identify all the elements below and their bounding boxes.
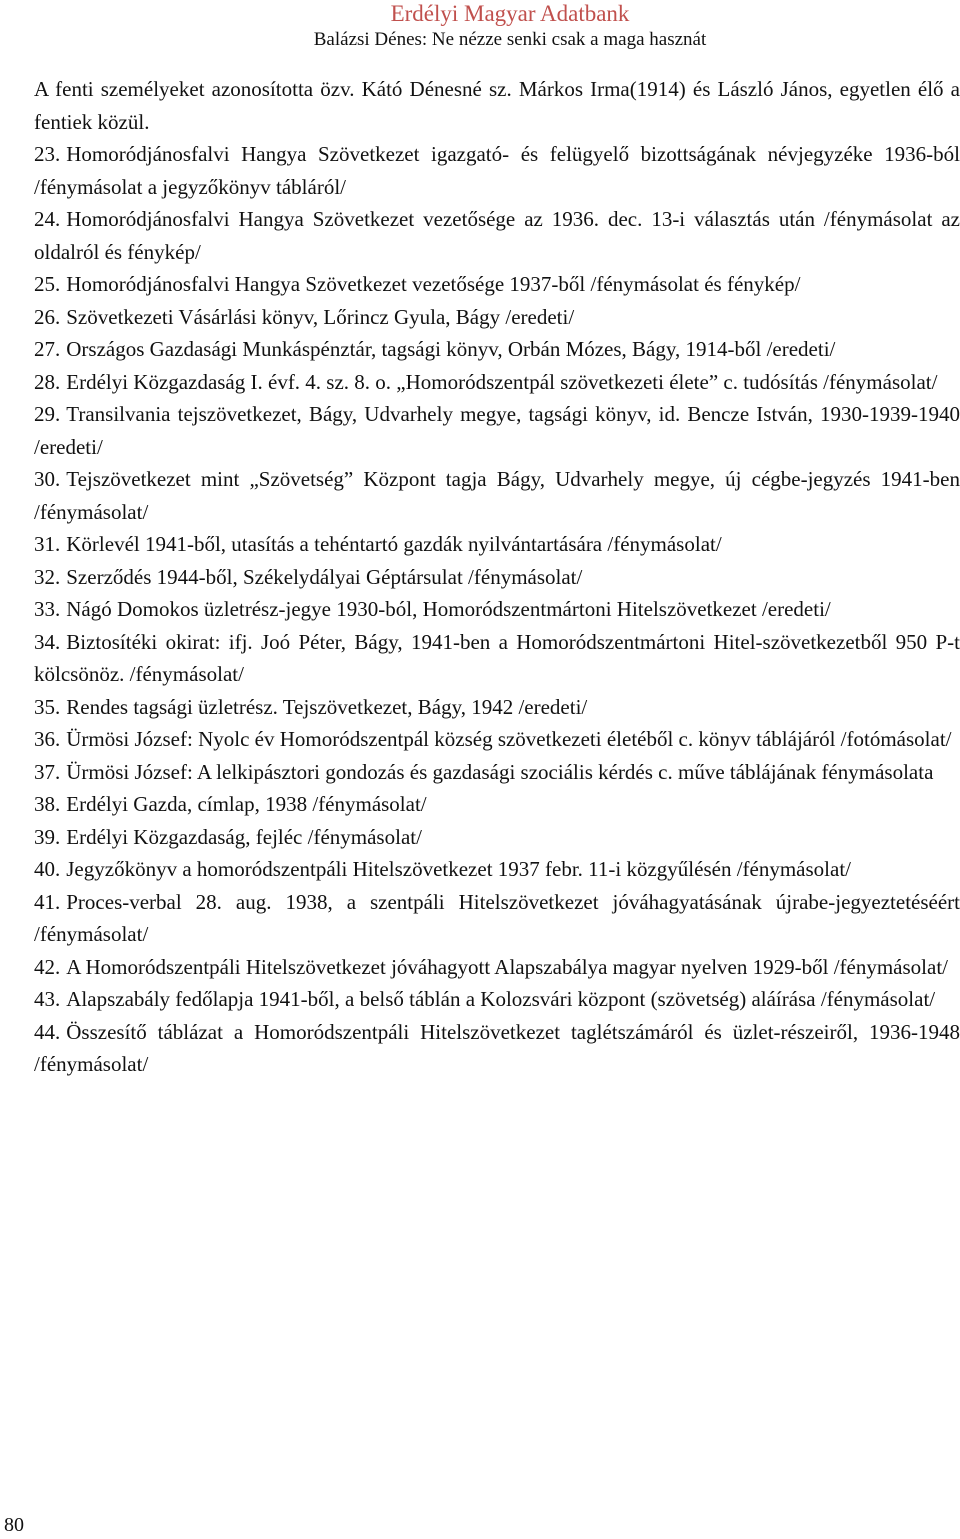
item-text: Ürmösi József: Nyolc év Homoródszentpál község szövetkezeti életéből c. könyv táblájáról /fotómásolat/ [66, 727, 952, 751]
item-text: Homoródjánosfalvi Hangya Szövetkezet vezetősége az 1936. dec. 13-i választás után /fénymásolat az oldalról és fénykép/ [34, 207, 960, 264]
item-text: Országos Gazdasági Munkáspénztár, tagsági könyv, Orbán Mózes, Bágy, 1914-ből /eredeti/ [66, 337, 836, 361]
item-number: 25. [34, 272, 61, 296]
intro-paragraph: A fenti személyeket azonosította özv. Kátó Dénesné sz. Márkos Irma(1914) és László János, egyetlen élő a fentiek közül. [34, 77, 960, 134]
item-text: Transilvania tejszövetkezet, Bágy, Udvarhely megye, tagsági könyv, id. Bencze István, 1930-1939-1940 /eredeti/ [34, 402, 960, 459]
item-text: Szövetkezeti Vásárlási könyv, Lőrincz Gyula, Bágy /eredeti/ [66, 304, 575, 329]
list-item [34, 138, 960, 203]
item-text: Biztosítéki okirat: ifj. Joó Péter, Bágy, 1941-ben a Homoródszentmártoni Hitel-szövetkezetből 950 P-t kölcsönöz. /fénymásolat/ [34, 629, 960, 686]
item-text: Szerződés 1944-ből, Székelydályai Géptársulat /fénymásolat/ [66, 564, 583, 589]
item-text: Erdélyi Közgazdaság, fejléc /fénymásolat/ [66, 824, 422, 849]
item-number: 32. [34, 564, 61, 589]
item-number: 42. [34, 954, 61, 979]
item-text: Erdélyi Közgazdaság I. évf. 4. sz. 8. o. „Homoródszentpál szövetkezeti élete” c. tudósítás /fénymásolat/ [66, 369, 938, 394]
item-number: 33. [34, 597, 61, 621]
document-title: Balázsi Dénes: Ne nézze senki csak a maga hasznát [313, 29, 707, 50]
list-item [34, 463, 960, 528]
item-number: 43. [34, 987, 61, 1011]
item-number: 35. [34, 694, 61, 719]
list-item [34, 983, 960, 1016]
item-number: 41. [34, 889, 61, 914]
item-number: 40. [34, 857, 61, 881]
item-text: Homoródjánosfalvi Hangya Szövetkezet igazgató- és felügyelő bizottságának névjegyzéke 1936-ból /fénymásolat a jegyzőkönyv tábláról/ [34, 142, 960, 199]
item-number: 28. [34, 369, 61, 394]
list-item [34, 821, 960, 854]
list-item [34, 1016, 960, 1081]
list-item [34, 626, 960, 691]
item-text: Jegyzőkönyv a homoródszentpáli Hitelszövetkezet 1937 febr. 11-i közgyűlésén /fénymásolat/ [66, 857, 852, 881]
item-text: Tejszövetkezet mint „Szövetség” Központ tagja Bágy, Udvarhely megye, új cégbe-jegyzés 1941-ben /fénymásolat/ [34, 467, 960, 524]
page-number: 80 [4, 1514, 24, 1536]
list-item [34, 203, 960, 268]
list-item [34, 788, 960, 821]
item-number: 23. [34, 142, 61, 166]
item-text: Alapszabály fedőlapja 1941-ből, a belső táblán a Kolozsvári központ (szövetség) aláírása /fénymásolat/ [66, 987, 936, 1011]
item-number: 37. [34, 759, 61, 784]
item-number: 36. [34, 727, 61, 751]
site-title: Erdélyi Magyar Adatbank [390, 1, 630, 26]
list-item [34, 398, 960, 463]
list-item [34, 333, 960, 366]
list-item [34, 301, 960, 334]
page-header [250, 0, 770, 52]
list-item [34, 268, 960, 301]
list-item [34, 561, 960, 594]
item-number: 44. [34, 1019, 61, 1044]
item-text: Homoródjánosfalvi Hangya Szövetkezet vezetősége 1937-ből /fénymásolat és fénykép/ [66, 272, 801, 296]
item-text: Rendes tagsági üzletrész. Tejszövetkezet, Bágy, 1942 /eredeti/ [66, 694, 588, 719]
item-number: 24. [34, 207, 61, 231]
list-item [34, 528, 960, 561]
item-number: 30. [34, 467, 61, 491]
list-item [34, 756, 960, 789]
item-text: Ürmösi József: A lelkipásztori gondozás és gazdasági szociális kérdés c. műve táblájának fénymásolata [66, 759, 934, 784]
item-text: Összesítő táblázat a Homoródszentpáli Hitelszövetkezet taglétszámáról és üzlet-részeiről, 1936-1948 /fénymásolat/ [34, 1019, 960, 1076]
item-text: Proces-verbal 28. aug. 1938, a szentpáli Hitelszövetkezet jóváhagyatásának újrabe-jegyeztetéséért /fénymásolat/ [34, 889, 960, 946]
item-text: A Homoródszentpáli Hitelszövetkezet jóváhagyott Alapszabálya magyar nyelven 1929-ből /fénymásolat/ [66, 954, 948, 979]
list-item [34, 886, 960, 951]
list-item [34, 593, 960, 626]
source-list [34, 138, 960, 1081]
list-item [34, 366, 960, 399]
list-item [34, 691, 960, 724]
item-number: 26. [34, 304, 61, 329]
item-number: 39. [34, 824, 61, 849]
item-number: 31. [34, 532, 61, 556]
document-body [34, 73, 960, 1081]
item-number: 38. [34, 792, 61, 816]
list-item [34, 723, 960, 756]
item-text: Nágó Domokos üzletrész-jegye 1930-ból, Homoródszentmártoni Hitelszövetkezet /eredeti/ [66, 597, 831, 621]
item-number: 29. [34, 402, 61, 426]
item-text: Körlevél 1941-ből, utasítás a tehéntartó gazdák nyilvántartására /fénymásolat/ [66, 532, 722, 556]
item-number: 34. [34, 629, 61, 654]
list-item [34, 951, 960, 984]
list-item [34, 853, 960, 886]
item-text: Erdélyi Gazda, címlap, 1938 /fénymásolat/ [66, 792, 427, 816]
item-number: 27. [34, 337, 61, 361]
